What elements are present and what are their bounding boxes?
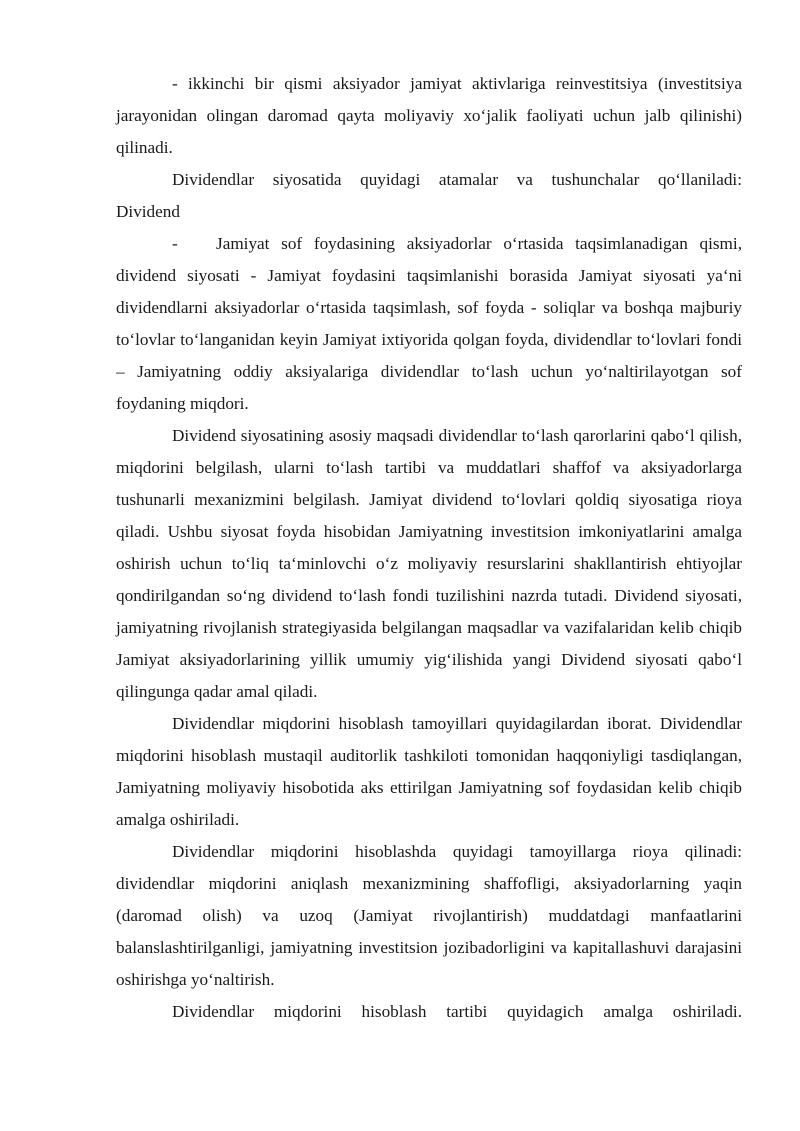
list-dash: - <box>172 74 178 93</box>
term-heading-dividend: Dividend <box>116 202 180 221</box>
paragraph-calculation-order: Dividendlar miqdorini hisoblash tartibi quyidagich amalga oshiriladi. <box>172 1002 742 1021</box>
list-item-text: ikkinchi bir qismi aksiyador jamiyat aktivlariga reinvestitsiya (investitsiya jarayonidan olingan daromad qayta moliyaviy xo‘jalik faoliyati uchun jalb qilinishi) qilinadi. <box>116 74 742 157</box>
paragraph-policy-goal: Dividend siyosatining asosiy maqsadi dividendlar to‘lash qarorlarini qabo‘l qilish, miqdorini belgilash, ularni to‘lash tartibi va muddatlari shaffof va aksiyadorlarga tushunarli mexanizmini belgilash. Jamiyat dividend to‘lovlari qoldiq siyosatiga rioya qiladi. Ushbu siyosat foyda hisobidan Jamiyatning investitsion imkoniyatlarini amalga oshirish uchun to‘liq ta‘minlovchi o‘z moliyaviy resurslarini shakllantirish ehtiyojlar qondirilgandan so‘ng dividend to‘lash fondi tuzilishini nazrda tutadi. Dividend siyosati, jamiyatning rivojlanish strategiyasida belgilangan maqsadlar va vazifalaridan kelib chiqib Jamiyat aksiyadorlarining yillik umumiy yig‘ilishida yangi Dividend siyosati qabo‘l qilingunga qadar amal qiladi. <box>116 426 742 701</box>
list-item-text: Jamiyat sof foydasining aksiyadorlar o‘rtasida taqsimlanadigan qismi, dividend siyosati - Jamiyat foydasini taqsimlanishi borasida Jamiyat siyosati ya‘ni dividendlarni aksiyadorlar o‘rtasida taqsimlash, sof foyda - soliqlar va boshqa majburiy to‘lovlar to‘langanidan keyin Jamiyat ixtiyorida qolgan foyda, dividendlar to‘lovlari fondi – Jamiyatning oddiy aksiyalariga dividendlar to‘lash uchun yo‘naltirilayotgan sof foydaning miqdori. <box>116 234 742 413</box>
list-item-reinvestment <box>116 68 742 164</box>
paragraph-calculation-principles: Dividendlar miqdorini hisoblash tamoyillari quyidagilardan iborat. Dividendlar miqdorini hisoblash mustaqil auditorlik tashkiloti tomonidan haqqoniyligi tasdiqlangan, Jamiyatning moliyaviy hisobotida aks ettirilgan Jamiyatning sof foydasidan kelib chiqib amalga oshiriladi. <box>116 714 742 829</box>
paragraph-terms-intro: Dividendlar siyosatida quyidagi atamalar va tushunchalar qo‘llaniladi: <box>172 170 742 189</box>
paragraph-calculation-rules: Dividendlar miqdorini hisoblashda quyidagi tamoyillarga rioya qilinadi: dividendlar miqdorini aniqlash mexanizmining shaffofligi, aksiyadorlarning yaqin (daromad olish) va uzoq (Jamiyat rivojlantirish) muddatdagi manfaatlarini balanslashtirilganligi, jamiyatning investitsion jozibadorligini va kapitallashuvi darajasini oshirishga yo‘naltirish. <box>116 842 742 989</box>
document-body <box>116 68 742 1028</box>
list-dash: - <box>172 234 178 253</box>
list-item-definitions <box>116 228 742 420</box>
